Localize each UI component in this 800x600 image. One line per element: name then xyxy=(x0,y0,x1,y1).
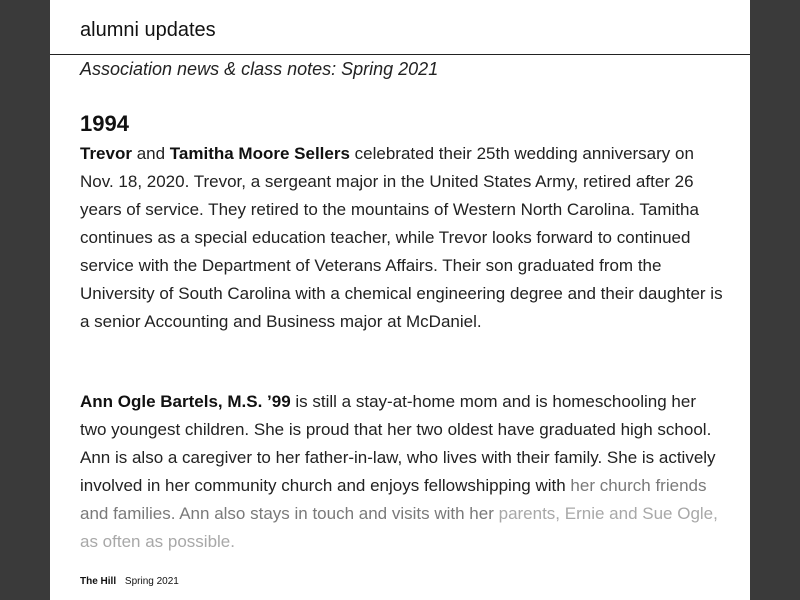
page-footer xyxy=(80,576,179,587)
page xyxy=(50,0,750,600)
issue-label: Spring 2021 xyxy=(124,576,179,587)
alumni-name: Ann Ogle Bartels, M.S. ’99 xyxy=(80,392,291,411)
class-note-bartels xyxy=(80,388,725,556)
right-margin xyxy=(750,0,800,600)
class-note-sellers xyxy=(80,140,725,336)
alumni-name: Tamitha Moore Sellers xyxy=(169,144,350,163)
note-text-faded: her church friends and families. Ann also stays in touch and visits with her xyxy=(80,476,707,523)
note-text: celebrated their 25th wedding anniversary on Nov. 18, 2020. Trevor, a sergeant major in the United States Army, retired after 26 years of service. They retired to the mountains of Western North Carolina. Tamitha continues as a special education teacher, while Trevor looks forward to continued service with the Department of Veterans Affairs. Their son graduated from the University of South Carolina with a chemical engineering degree and their daughter is a senior Accounting and Business major at McDaniel. xyxy=(80,144,723,331)
conjunction: and xyxy=(131,144,170,163)
magazine-name: The Hill xyxy=(80,576,117,587)
note-text-faded: parents, Ernie and Sue Ogle, as often as possible. xyxy=(80,504,718,551)
site-header xyxy=(50,0,750,55)
note-text: is still a stay-at-home mom and is homeschooling her two youngest children. She is proud that her two oldest have graduated high school. Ann is also a caregiver to her father-in-law, who lives with their family. She is actively involved in her community church and enjoys fellowshipping with xyxy=(80,392,716,495)
left-margin xyxy=(0,0,50,600)
section-subtitle: Association news & class notes: Spring 2021 xyxy=(80,59,439,79)
alumni-name: Trevor xyxy=(80,144,132,163)
class-year-heading: 1994 xyxy=(80,111,129,136)
site-title: alumni updates xyxy=(80,19,216,41)
